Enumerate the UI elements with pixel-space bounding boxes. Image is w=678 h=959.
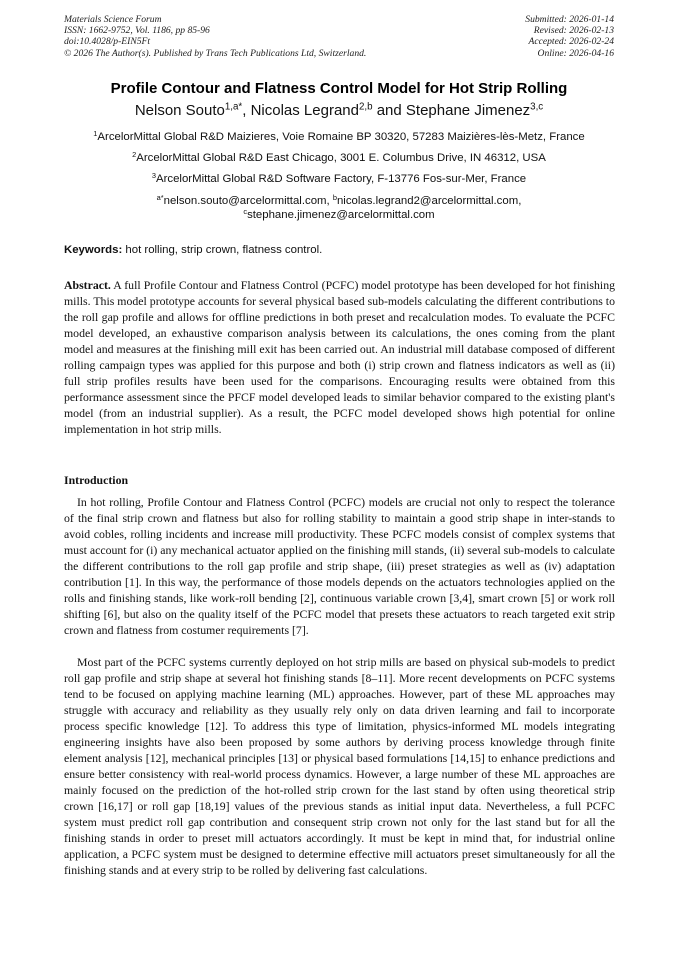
journal-info	[64, 14, 366, 59]
abstract	[64, 277, 615, 437]
author-name: Nicolas Legrand	[250, 102, 359, 119]
abstract-text: A full Profile Contour and Flatness Control (PCFC) model prototype has been developed for hot finishing mills. This model prototype accounts for several physical based sub-models calculating the different contributions to the roll gap profile and allows for offline predictions in both preset and recalculation modes. To evaluate the PCFC model developed, an exhaustive comparison analysis between its calculations, the ones coming from the plant model and measures at the finishing mill exit has been carried out. An industrial mill database composed of different rolling campaign types was applied for this purpose and both (i) strip crown and flatness indicators as well as (ii) full strip profiles results have been used for the comparisons. Encouraging results were obtained from this performance assessment since the PFCF model developed leads to similar behavior compared to the existing plant's model (from an industrial supplier). As a result, the PCFC model developed shows high potential for online implementation in hot strip mills.	[64, 278, 615, 436]
online-date: Online: 2026-04-16	[537, 47, 614, 59]
intro-paragraph-2: Most part of the PCFC systems currently deployed on hot strip mills are based on physical sub-models to predict roll gap profile and strip shape at several hot finishing stands [8–11]. More recent developments on PCFC systems tend to be focused on applying machine learning (ML) approaches. However, part of these ML approaches may struggle with accuracy and reliability as they usually rely only on data driven learning and fail to incorporate process specific knowledge [12]. To address this type of limitation, physics-informed ML models integrating engineering insights have also been proposed by some authors by deriving process knowledge through finite element analysis [12], mechanical principles [13] or physical based formulations [14,15] to enhance predictions and ensure better consistency with real-world process dynamics. However, a large number of these ML approaches are mainly focused on the prediction of the hot-rolled strip crown for the last stand by often using theoretical strip crown [16,17] or roll gap [18,19] values of the previous stands as initial input data. Nevertheless, a full PCFC system must predict roll gap contribution and consequent strip crown not only for the last stand but for all the finishing stands in order to preset mill actuators accordingly. It must be kept in mind that, for industrial online application, a PCFC system must be designed to determine effective mill actuators preset simultaneously for all the finishing stands and at every strip to be rolled by delivering fast calculations.	[64, 655, 615, 877]
author-list	[0, 102, 678, 119]
author-sup: 3,c	[530, 101, 544, 113]
affiliation-text: ArcelorMittal Global R&D Software Factory, F-13776 Fos-sur-Mer, France	[156, 173, 527, 185]
submitted-date: Submitted: 2026-01-14	[525, 14, 614, 25]
affiliation-sup: 1	[93, 128, 98, 138]
email-link[interactable]: stephane.jimenez@arcelormittal.com	[247, 209, 435, 221]
keywords-label: Keywords:	[64, 244, 123, 256]
abstract-label: Abstract.	[64, 278, 111, 292]
paper-title: Profile Contour and Flatness Control Model for Hot Strip Rolling	[110, 80, 568, 97]
accepted-date: Accepted: 2026-02-24	[528, 36, 614, 48]
author-name: Stephane Jimenez	[405, 102, 531, 119]
affiliation-sup: 2	[132, 149, 137, 159]
revised-date: Revised: 2026-02-13	[533, 25, 614, 37]
author-name: Nelson Souto	[134, 102, 225, 119]
affiliation-3	[0, 170, 678, 185]
author-separator: and	[372, 102, 406, 119]
email-sup: c	[243, 206, 248, 216]
issn-volume: ISSN: 1662-9752, Vol. 1186, pp 85-96	[64, 25, 210, 37]
affiliation-text: ArcelorMittal Global R&D East Chicago, 3001 E. Columbus Drive, IN 46312, USA	[136, 152, 546, 164]
email-line-2	[0, 206, 678, 221]
affiliation-2	[0, 149, 678, 164]
email-sup: a*	[156, 192, 164, 202]
author-sup: 2,b	[358, 101, 373, 113]
copyright: © 2026 The Author(s). Published by Trans Tech Publications Ltd, Switzerland.	[64, 47, 367, 59]
doi[interactable]: doi:10.4028/p-EIN5Ft	[64, 36, 151, 48]
intro-paragraph-1: In hot rolling, Profile Contour and Flatness Control (PCFC) models are crucial not only to respect the tolerance of the final strip crown and flatness but also for rolling stability to maintain a good strip shape in inter-stands to avoid cobles, rolling incidents and increase mill productivity. These PCFC models consist of complex systems that must account for (i) any mechanical actuator applied on the finishing mill stands, (ii) several sub-models to calculate the different contributions to the roll gap profile and strip shape, (iii) preset strategies as well as (iv) adaptation contribution [1]. In this way, the performance of those models depends on the actuators technologies applied on the rolls and finishing stands, like work-roll bending [2], continuous variable crown [3,4], smart crown [5] or work roll shifting [6], but also on the quality itself of the PCFC model that presets these actuators to reach targeted exit strip crown and flatness from costumer requirements [7].	[64, 495, 616, 637]
email-sup: b	[332, 192, 337, 202]
email-line-1	[0, 192, 678, 207]
email-link[interactable]: nelson.souto@arcelormittal.com,	[163, 195, 333, 207]
keywords-text: hot rolling, strip crown, flatness control.	[122, 244, 323, 256]
keywords	[64, 244, 624, 256]
email-link[interactable]: nicolas.legrand2@arcelormittal.com,	[336, 195, 522, 207]
section-heading-introduction: Introduction	[64, 473, 129, 487]
author-separator: ,	[242, 102, 251, 119]
affiliation-1	[0, 128, 678, 143]
author-sup: 1,a*	[224, 101, 243, 113]
journal-name: Materials Science Forum	[64, 14, 162, 25]
dates-info	[525, 14, 614, 59]
affiliation-sup: 3	[151, 170, 156, 180]
affiliation-text: ArcelorMittal Global R&D Maizieres, Voie Romaine BP 30320, 57283 Maizières-lès-Metz, France	[97, 131, 585, 143]
